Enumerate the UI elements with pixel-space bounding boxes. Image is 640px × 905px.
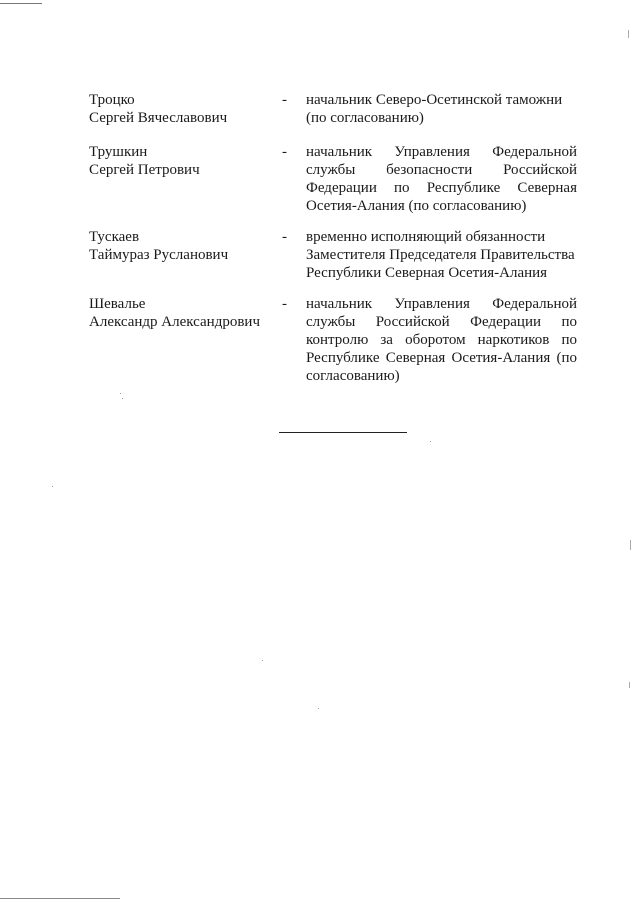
position-line: Республики Северная Осетия-Алания <box>306 265 548 281</box>
scan-speck <box>430 441 431 442</box>
position-line: Осетия-Алания (по согласованию) <box>306 198 527 214</box>
member-surname: Шевалье <box>89 296 146 312</box>
position-line: временно исполняющий обязанности <box>306 229 546 245</box>
member-given-name: Сергей Петрович <box>89 162 200 178</box>
position-line: службы безопасности Российской <box>306 162 577 178</box>
closing-rule <box>279 432 407 433</box>
member-surname: Трушкин <box>89 144 148 160</box>
scan-speck <box>318 708 319 709</box>
scan-speck <box>122 398 123 399</box>
member-surname: Троцко <box>89 92 135 108</box>
position-line: Федерации по Республике Северная <box>306 180 577 196</box>
scan-edge-line <box>0 898 120 899</box>
position-line: Республике Северная Осетия-Алания (по <box>306 350 577 366</box>
dash-separator: - <box>282 144 287 160</box>
scan-speck <box>52 486 53 487</box>
position-line: контролю за оборотом наркотиков по <box>306 332 577 348</box>
position-line: Заместителя Председателя Правительства <box>306 247 575 263</box>
dash-separator: - <box>282 92 287 108</box>
position-line: (по согласованию) <box>306 110 424 126</box>
dash-separator: - <box>282 296 287 312</box>
member-position <box>306 91 577 127</box>
scan-speck <box>262 660 263 661</box>
scan-edge-mark <box>630 540 631 550</box>
scan-speck <box>120 393 121 394</box>
position-line: согласованию) <box>306 368 400 384</box>
member-given-name: Таймураз Русланович <box>89 247 229 263</box>
scan-edge-line <box>0 3 42 4</box>
position-line: начальник Управления Федеральной <box>306 296 577 312</box>
position-line: начальник Управления Федеральной <box>306 144 577 160</box>
member-position <box>306 228 577 282</box>
scan-edge-mark <box>629 682 630 688</box>
member-given-name: Сергей Вячеславович <box>89 110 228 126</box>
member-position <box>306 143 577 215</box>
member-surname: Тускаев <box>89 229 140 245</box>
position-line: службы Российской Федерации по <box>306 314 577 330</box>
dash-separator: - <box>282 229 287 245</box>
scan-edge-mark <box>628 30 629 38</box>
position-line: начальник Северо-Осетинской таможни <box>306 92 563 108</box>
member-position <box>306 295 577 385</box>
member-given-name: Александр Александрович <box>89 314 260 330</box>
